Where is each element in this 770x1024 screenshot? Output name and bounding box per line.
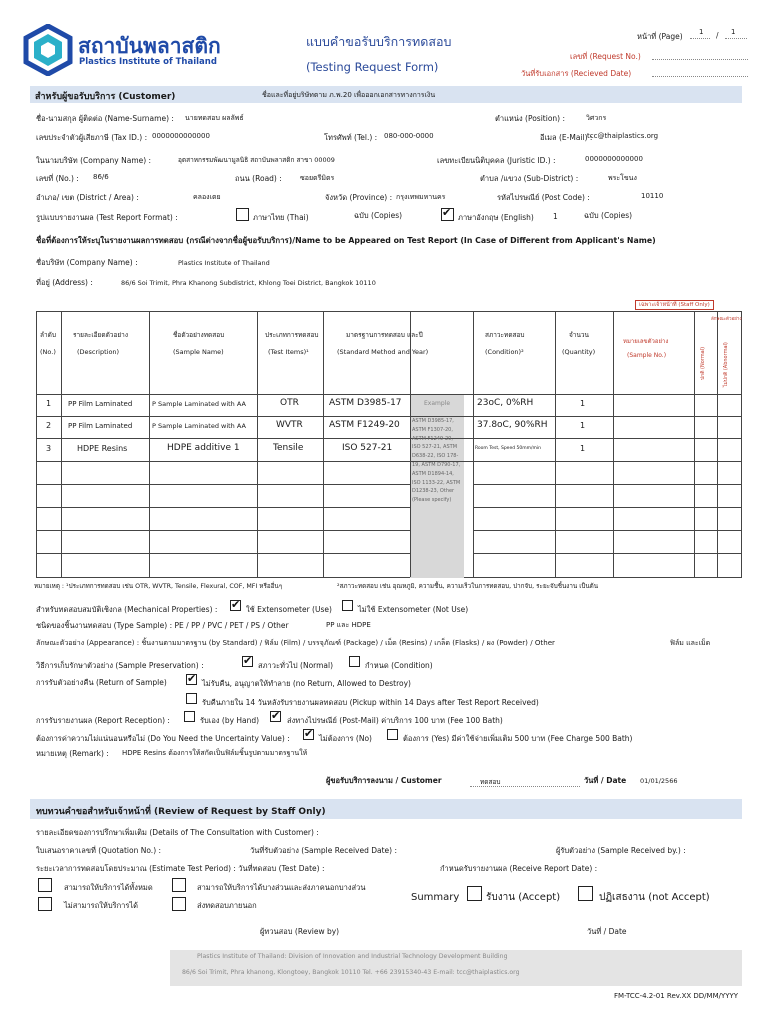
example-label: Example [424,400,451,407]
district-value[interactable]: คลองเตย [193,193,221,201]
house-no-label: เลขที่ (No.) : [36,174,79,183]
uncertainty-yes-label: ต้องการ (Yes) มีค่าใช้จ่ายเพิ่มเติม 500 บาท (Fee Charge 500 Bath) [403,734,633,743]
extensometer-use-checkbox[interactable] [230,600,241,611]
note-test-items: หมายเหตุ : ¹ประเภทการทดสอบ เช่น OTR, WVTR, Tensile, Flexural, COF, MFI หรืออื่นๆ [34,583,283,590]
row2-no: 2 [46,421,52,430]
thai-checkbox[interactable] [236,208,249,221]
cannot-label: ไม่สามารถให้บริการได้ [64,901,139,910]
extensometer-use-label: ใช้ Extensometer (Use) [246,605,332,614]
customer-signature-label: ผู้ขอรับบริการลงนาม / Customer [326,776,442,785]
accept-checkbox[interactable] [467,886,482,901]
report-date-label: กำหนดรับรายงานผล (Receive Report Date) : [440,864,598,873]
form-title-english: (Testing Request Form) [306,60,439,74]
subdistrict-value[interactable]: พระโขนง [608,174,637,182]
report-company-label: ชื่อบริษัท (Company Name) : [36,258,138,267]
english-copies-label: ฉบับ (Copies) [584,211,633,220]
uncertainty-label: ต้องการค่าความไม่แน่นอนหรือไม่ (Do You Need the Uncertainty Value) : [36,734,290,743]
tel-label: โทรศัพท์ (Tel.) : [324,133,378,142]
col-items-th: ประเภทการทดสอบ [265,331,319,339]
staff-date-label: วันที่ / Date [587,927,627,936]
page-label: หน้าที่ (Page) [637,32,683,41]
page-total: 1 [731,28,736,36]
report-company-value[interactable]: Plastics Institute of Thailand [178,259,270,267]
received-date-label: วันที่รับเอกสาร (Recieved Date) [521,69,632,78]
col-qty-th: จำนวน [569,331,589,339]
province-value[interactable]: กรุงเทพมหานคร [396,193,446,201]
col-desc-th: รายละเอียดตัวอย่าง [73,331,128,339]
summary-label: Summary [411,892,460,903]
reception-hand-label: รับเอง (by Hand) [200,716,260,725]
col-name-en: (Sample Name) [173,348,224,356]
row2-std[interactable]: ASTM F1249-20 [329,420,400,430]
report-address-label: ที่อยู่ (Address) : [36,278,93,287]
can-part-checkbox[interactable] [172,878,186,892]
staff-only-label: เฉพาะเจ้าหน้าที่ (Staff Only) [635,300,714,310]
col-std-th: มาตรฐานการทดสอบ และปี [346,331,423,339]
col-no-en: (No.) [40,348,56,356]
report-name-heading: ชื่อที่ต้องการให้ระบุในรายงานผลการทดสอบ (กรณีต่างจากชื่อผู้ขอรับบริการ)/Name to be Appeared on Test Report (In Case of Different from Applicant's Name) [36,236,656,245]
postcode-label: รหัสไปรษณีย์ (Post Code) : [497,193,590,202]
page-separator: / [716,31,719,40]
reception-post-label: ส่งทางไปรษณีย์ (Post-Mail) ค่าบริการ 100 บาท (Fee 100 Bath) [287,716,503,725]
row1-cond[interactable]: 23oC, 0%RH [477,398,534,408]
cannot-checkbox[interactable] [38,897,52,911]
uncertainty-no-label: ไม่ต้องการ (No) [319,734,372,743]
sample-received-date-label: วันที่รับตัวอย่าง (Sample Received Date) : [250,846,398,855]
row1-no: 1 [46,399,52,408]
tel-value[interactable]: 080-000-0000 [384,132,434,140]
quotation-label: ใบเสนอราคาเลขที่ (Quotation No.) : [36,846,162,855]
col-abnormal: ไม่ปกติ (Abnormal) [723,342,729,387]
company-label: ในนามบริษัท (Company Name) : [36,156,152,165]
row2-item[interactable]: WVTR [276,420,303,430]
name-value[interactable]: นายทดสอบ ผลลัพธ์ [185,114,244,122]
col-normal: ปกติ (Normal) [700,346,706,380]
mechanical-label: สำหรับทดสอบสมบัติเชิงกล (Mechanical Properties) : [36,605,218,614]
footer-line1: Plastics Institute of Thailand: Division of Innovation and Industrial Technology Development Building [197,953,508,960]
preservation-label: วิธีการเก็บรักษาตัวอย่าง (Sample Preservation) : [36,661,204,670]
form-code: FM-TCC-4.2-01 Rev.XX DD/MM/YYYY [614,992,739,1000]
page-current-line [690,38,710,39]
test-period-label: ระยะเวลาการทดสอบโดยประมาณ (Estimate Test Period) : วันที่ทดสอบ (Test Date) : [36,864,325,873]
juristic-value[interactable]: 0000000000000 [585,155,643,163]
row3-name[interactable]: HDPE additive 1 [167,443,240,453]
return-pickup-label: รับคืนภายใน 14 วันหลังรับรายงานผลทดสอบ (Pickup within 14 Days after Test Report Received) [202,698,539,707]
not-accept-checkbox[interactable] [578,886,593,901]
row3-qty[interactable]: 1 [580,444,586,453]
province-label: จังหวัด (Province) : [325,193,393,202]
customer-note: ชื่อและที่อยู่บริษัทตาม ภ.พ.20 เพื่อออกเอกสารทางการเงิน [262,91,436,99]
outsource-checkbox[interactable] [172,897,186,911]
juristic-label: เลขทะเบียนนิติบุคคล (Juristic ID.) : [437,156,556,165]
logo [22,24,74,76]
customer-signature-value[interactable]: ทดสอบ [480,778,501,786]
accept-label: รับงาน (Accept) [486,892,561,903]
reception-label: การรับรายงานผล (Report Reception) : [36,716,170,725]
row3-no: 3 [46,444,52,453]
page-current: 1 [699,28,704,36]
row2-qty[interactable]: 1 [580,421,586,430]
received-date-field[interactable] [652,76,748,77]
tax-label: เลขประจำตัวผู้เสียภาษี (Tax ID.) : [36,133,148,142]
col-sampleno-th: หมายเลขตัวอย่าง [623,338,669,345]
col-items-en: (Test Items)¹ [268,348,309,356]
staff-heading: ทบทวนคำขอสำหรับเจ้าหน้าที่ (Review of Request by Staff Only) [36,807,326,817]
postcode-value[interactable]: 10110 [641,192,664,200]
english-checkbox[interactable] [441,208,454,221]
logo-hexagon-icon [22,24,74,76]
col-sampleno-en: (Sample No.) [627,352,667,359]
position-label: ตำแหน่ง (Position) : [495,114,565,123]
house-no-value[interactable]: 86/6 [93,173,109,181]
row3-item[interactable]: Tensile [273,443,304,453]
return-label: การรับตัวอย่างคืน (Return of Sample) [36,678,167,687]
row1-qty[interactable]: 1 [580,399,586,408]
row3-desc[interactable]: HDPE Resins [77,444,128,453]
english-label: ภาษาอังกฤษ (English) [458,213,534,222]
can-part-label: สามารถให้บริการได้บางส่วนและส่งภาคนอกบางส่วน [197,883,366,892]
sample-label-top: ลักษณะตัวอย่าง [711,317,742,322]
row1-desc[interactable]: PP Film Laminated [68,400,133,408]
type-sample-value[interactable]: PP และ HDPE [326,621,371,629]
row1-std[interactable]: ASTM D3985-17 [329,398,402,408]
row3-cond[interactable]: Room Test, Speed 50mm/min [475,446,541,451]
col-name-th: ชื่อตัวอย่างทดสอบ [173,331,225,339]
col-qty-en: (Quantity) [562,348,596,356]
appearance-value[interactable]: ฟิล์ม และเม็ด [670,639,711,647]
reception-post-checkbox[interactable] [270,711,281,722]
district-label: อำเภอ/ เขต (District / Area) : [36,193,139,202]
logo-thai-text: สถาบันพลาสติก [78,34,221,58]
request-no-field[interactable] [652,59,748,60]
appearance-label: ลักษณะตัวอย่าง (Appearance) : ชิ้นงานตามมาตรฐาน (by Standard) / ฟิล์ม (Film) / บรรจุภัณฑ์ (Package) / เม็ด (Resins) / เกล็ด (Flasks) / ผง (Powder) / Other [36,638,555,647]
subdistrict-label: ตำบล /แขวง (Sub-District) : [480,174,579,183]
remark-value[interactable]: HDPE Resins ต้องการให้สกัดเป็นฟิล์มชิ้นรูปตามมาตรฐานให้ [122,749,308,757]
example-text: ASTM D3985-17, ASTM F1307-20, ASTM F1249-20, ISO 527-21, ASTM D638-22, ISO 178-19, ASTM D790-17, ASTM D1894-14, ISO 1133-22, ASTM D1238-23, Other (Please specify) [412,418,461,504]
reception-hand-checkbox[interactable] [184,711,195,722]
col-cond-th: สภาวะทดสอบ [485,331,525,339]
extensometer-not-use-checkbox[interactable] [342,600,353,611]
outsource-label: ส่งทดสอบภายนอก [197,901,257,910]
return-pickup-checkbox[interactable] [186,693,197,704]
sample-received-by-label: ผู้รับตัวอย่าง (Sample Received by.) : [556,846,686,855]
position-value[interactable]: วิศวกร [586,114,607,122]
report-format-label: รูปแบบรายงานผล (Test Report Format) : [36,213,178,222]
english-copies-value[interactable]: 1 [553,212,558,221]
road-label: ถนน (Road) : [235,174,282,183]
footer-line2: 86/6 Soi Trimit, Phra khanong, Klongtoey, Bangkok 10110 Tel. +66 23915340-43 E-mail: tcc@thaiplastics.org [182,969,520,976]
row2-cond[interactable]: 37.8oC, 90%RH [477,420,548,430]
sample-table [36,311,742,578]
consult-label: รายละเอียดของการปรึกษาเพิ่มเติม (Details of The Consultation with Customer) : [36,828,319,837]
col-desc-en: (Description) [77,348,120,356]
uncertainty-no-checkbox[interactable] [303,729,314,740]
customer-heading: สำหรับผู้ขอรับบริการ (Customer) [35,92,176,102]
signature-line [470,786,580,787]
row2-desc[interactable]: PP Film Laminated [68,422,133,430]
thai-label: ภาษาไทย (Thai) [253,213,309,222]
road-value[interactable]: ซอยตรีมิตร [300,174,335,182]
col-cond-en: (Condition)² [485,348,524,356]
row2-name[interactable]: P Sample Laminated with AA [152,422,246,430]
company-value[interactable]: อุตสาหกรรมพัฒนามูลนิธิ สถาบันพลาสติก สาขา 00009 [178,156,335,164]
note-conditions: ²สภาวะทดสอบ เช่น อุณหภูมิ, ความชื้น, ความเร็วในการทดสอบ, ปากจับ, ระยะจับชิ้นงาน เป็นต้น [337,583,599,590]
can-all-label: สามารถให้บริการได้ทั้งหมด [64,883,153,892]
report-address-value[interactable]: 86/6 Soi Trimit, Phra Khanong Subdistrict, Khlong Toei District, Bangkok 10110 [121,279,376,287]
preservation-condition-label: กำหนด (Condition) [365,661,433,670]
page-total-line [725,38,747,39]
can-all-checkbox[interactable] [38,878,52,892]
not-accept-label: ปฏิเสธงาน (not Accept) [599,892,710,903]
col-std-en: (Standard Method and Year) [337,348,429,356]
preservation-normal-checkbox[interactable] [242,656,253,667]
request-no-label: เลขที่ (Request No.) [570,52,641,61]
return-destroy-checkbox[interactable] [186,674,197,685]
row1-item[interactable]: OTR [280,398,299,408]
name-label: ชื่อ-นามสกุล ผู้ติดต่อ (Name-Surname) : [36,114,174,123]
signature-date-label: วันที่ / Date [584,776,627,785]
extensometer-not-use-label: ไม่ใช้ Extensometer (Not Use) [358,605,469,614]
email-label: อีเมล (E-Mail) : [540,133,593,142]
tax-value[interactable]: 0000000000000 [152,132,210,140]
form-title-thai: แบบคำขอรับบริการทดสอบ [306,34,452,49]
return-destroy-label: ไม่รับคืน, อนุญาตให้ทำลาย (no Return, Allowed to Destroy) [202,679,411,688]
preservation-condition-checkbox[interactable] [349,656,360,667]
reviewer-label: ผู้ทวนสอบ (Review by) [260,927,340,936]
email-value[interactable]: tcc@thaiplastics.org [587,132,659,140]
signature-date-value[interactable]: 01/01/2566 [640,777,678,785]
uncertainty-yes-checkbox[interactable] [387,729,398,740]
col-no-th: ลำดับ [40,331,56,339]
type-sample-label: ชนิดของชิ้นงานทดสอบ (Type Sample) : PE / PP / PVC / PET / PS / Other [36,621,289,630]
logo-english-text: Plastics Institute of Thailand [79,57,217,67]
remark-label: หมายเหตุ (Remark) : [36,749,109,758]
row1-name[interactable]: P Sample Laminated with AA [152,400,246,408]
preservation-normal-label: สภาวะทั่วไป (Normal) [258,661,334,670]
thai-copies-label: ฉบับ (Copies) [354,211,403,220]
row3-std[interactable]: ISO 527-21 [342,443,393,453]
